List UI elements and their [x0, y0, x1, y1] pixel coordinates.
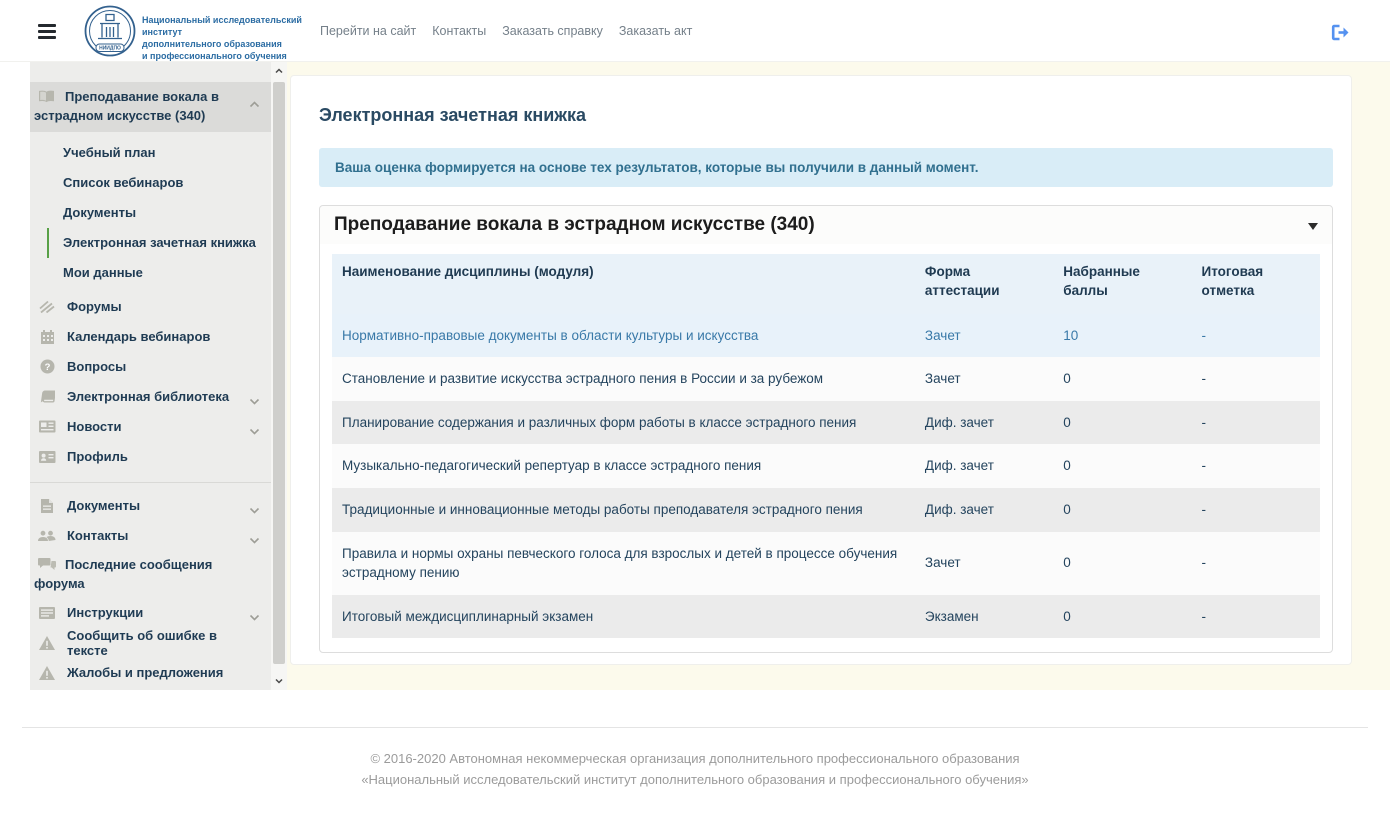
final-mark-cell: - — [1201, 458, 1207, 474]
sidebar-divider — [30, 482, 271, 483]
sidebar-item-contacts[interactable] — [30, 521, 271, 551]
course-panel-body — [320, 244, 1332, 652]
sidebar-secondary-menu — [30, 491, 271, 688]
course-submenu — [30, 138, 271, 288]
collapse-caret-icon[interactable] — [1308, 223, 1318, 230]
sidebar-item-instructions[interactable] — [30, 598, 271, 628]
sidebar-item-label: Жалобы и предложения — [67, 665, 224, 681]
calendar-icon — [38, 330, 56, 344]
chevron-down-icon — [249, 423, 260, 438]
final-mark-cell: - — [1201, 555, 1207, 571]
final-mark-cell: - — [1201, 608, 1207, 624]
sidebar-item-label: Профиль — [67, 449, 128, 465]
sidebar-item-webinar-calendar[interactable] — [30, 322, 271, 352]
attestation-form-cell: Диф. зачет — [924, 458, 994, 474]
discipline-name-link[interactable]: Планирование содержания и различных форм работы в классе эстрадного пения — [342, 414, 857, 430]
course-panel-header[interactable] — [320, 206, 1332, 244]
institution-logo[interactable] — [84, 5, 136, 62]
page-title: Электронная зачетная книжка — [319, 105, 587, 125]
table-row — [332, 314, 1320, 358]
question-icon — [38, 359, 56, 374]
library-icon — [38, 390, 56, 403]
logo-banner-text: НИИДПО — [99, 45, 121, 52]
chevron-down-icon — [249, 609, 260, 624]
points-cell: 0 — [1063, 555, 1071, 571]
news-icon — [38, 420, 56, 433]
footer-copyright — [0, 748, 1390, 791]
grades-table — [332, 254, 1320, 638]
final-mark-cell: - — [1201, 502, 1207, 518]
warning-icon — [38, 636, 56, 650]
footer-line-1: © 2016-2020 Автономная некоммерческая организация дополнительного профессионального образования — [370, 751, 1020, 766]
sidebar-item-webinar-list[interactable]: Список вебинаров — [63, 174, 184, 190]
points-cell: 0 — [1063, 608, 1071, 624]
id-card-icon — [38, 451, 56, 463]
nav-link-go-to-site[interactable]: Перейти на сайт — [320, 24, 417, 38]
table-row — [332, 488, 1320, 532]
chevron-down-icon — [249, 532, 260, 547]
institution-name: Национальный исследовательский институт дополнительного образования и профессионального обучения — [142, 15, 302, 62]
main-content-area — [287, 62, 1390, 690]
sidebar-item-label: Сообщить об ошибке в тексте — [67, 627, 217, 658]
points-cell: 0 — [1063, 414, 1071, 430]
sidebar-main-menu — [30, 292, 271, 472]
warning-icon — [38, 666, 56, 680]
svg-text:?: ? — [44, 362, 50, 374]
nav-link-order-act[interactable]: Заказать акт — [618, 24, 693, 38]
sidebar-item-news[interactable] — [30, 412, 271, 442]
book-open-icon — [38, 90, 55, 103]
attestation-form-cell: Диф. зачет — [924, 414, 994, 430]
sidebar-item-documents-course[interactable]: Документы — [63, 204, 137, 220]
column-header-discipline: Наименование дисциплины (модуля) — [332, 254, 915, 314]
sidebar-item-label: Форумы — [67, 299, 122, 315]
sidebar-item-latest-forum-messages[interactable] — [30, 551, 271, 598]
discipline-name-link[interactable]: Правила и нормы охраны певческого голоса для взрослых и детей в процессе обучения эстрадному пению — [342, 545, 898, 581]
points-cell: 0 — [1063, 458, 1071, 474]
table-row — [332, 444, 1320, 488]
discipline-name-link[interactable]: Становление и развитие искусства эстрадного пения в России и за рубежом — [342, 371, 824, 387]
sidebar-item-study-plan[interactable]: Учебный план — [63, 144, 156, 160]
sidebar-item-grade-book[interactable]: Электронная зачетная книжка — [47, 228, 271, 258]
sidebar-item-course[interactable] — [30, 82, 271, 132]
chevron-up-icon — [249, 95, 260, 114]
sidebar-item-forums[interactable] — [30, 292, 271, 322]
course-panel — [319, 205, 1333, 653]
sidebar-item-profile[interactable] — [30, 442, 271, 472]
sidebar-item-label: Календарь вебинаров — [67, 329, 211, 345]
users-icon — [38, 530, 56, 542]
column-header-attestation-form: Форма аттестации — [915, 254, 1053, 314]
chevron-down-icon — [249, 502, 260, 517]
table-row — [332, 595, 1320, 639]
attestation-form-cell: Зачет — [924, 327, 961, 343]
sidebar-item-documents[interactable] — [30, 491, 271, 521]
discipline-name-link[interactable]: Музыкально-педагогический репертуар в классе эстрадного пения — [342, 458, 762, 474]
table-row — [332, 357, 1320, 401]
file-icon — [38, 499, 56, 513]
forum-icon — [38, 300, 56, 313]
sidebar-item-label: Преподавание вокала в эстрадном искусстве (340) — [34, 89, 219, 123]
points-cell: 10 — [1063, 327, 1079, 343]
footer-line-2: «Национальный исследовательский институт дополнительного образования и профессионального обучения» — [361, 772, 1029, 788]
nav-link-order-certificate[interactable]: Заказать справку — [502, 24, 603, 38]
info-alert: Ваша оценка формируется на основе тех результатов, которые вы получили в данный момент. — [319, 148, 1333, 187]
points-cell: 0 — [1063, 371, 1071, 387]
column-header-final-mark: Итоговая отметка — [1192, 254, 1320, 314]
attestation-form-cell: Экзамен — [924, 608, 979, 624]
logout-icon[interactable] — [1331, 24, 1350, 46]
sidebar-item-label: Новости — [67, 419, 122, 435]
column-header-points: Набранные баллы — [1053, 254, 1191, 314]
sidebar-item-label: Последние сообщения форума — [34, 556, 213, 592]
scroll-down-icon[interactable] — [275, 677, 283, 685]
sidebar-item-label: Инструкции — [67, 605, 144, 621]
scroll-up-icon[interactable] — [275, 67, 283, 75]
top-header — [0, 0, 1390, 62]
sidebar-item-my-data[interactable]: Мои данные — [63, 264, 143, 280]
sidebar-item-label: Электронная библиотека — [67, 389, 230, 405]
course-panel-title: Преподавание вокала в эстрадном искусстве (340) — [334, 214, 815, 235]
points-cell: 0 — [1063, 502, 1071, 518]
content-card — [290, 75, 1352, 665]
sidebar-scrollbar[interactable] — [271, 62, 287, 690]
table-row — [332, 401, 1320, 445]
sidebar-item-questions[interactable] — [30, 352, 271, 382]
scrollbar-thumb[interactable] — [273, 82, 285, 664]
comments-icon — [38, 558, 56, 571]
sidebar-item-elibrary[interactable] — [30, 382, 271, 412]
list-icon — [38, 607, 56, 619]
sidebar-item-label: Вопросы — [67, 359, 127, 375]
table-row — [332, 532, 1320, 595]
sidebar-item-label: Контакты — [67, 528, 129, 544]
discipline-name-link[interactable]: Нормативно-правовые документы в области культуры и искусства — [342, 327, 759, 343]
top-navigation — [320, 0, 692, 62]
sidebar — [30, 62, 287, 690]
footer-divider — [22, 727, 1368, 728]
sidebar-item-label: Документы — [67, 498, 141, 514]
final-mark-cell: - — [1201, 371, 1207, 387]
sidebar-item-complaints[interactable] — [30, 658, 271, 688]
attestation-form-cell: Зачет — [924, 371, 961, 387]
hamburger-menu-icon[interactable] — [38, 24, 58, 40]
sidebar-item-report-error[interactable] — [30, 628, 271, 658]
final-mark-cell: - — [1201, 414, 1207, 430]
chevron-down-icon — [249, 393, 260, 408]
discipline-name-link[interactable]: Итоговый междисциплинарный экзамен — [342, 608, 594, 624]
final-mark-cell: - — [1201, 327, 1207, 343]
table-header-row — [332, 254, 1320, 314]
nav-link-contacts[interactable]: Контакты — [432, 24, 487, 38]
discipline-name-link[interactable]: Традиционные и инновационные методы работы преподавателя эстрадного пения — [342, 502, 863, 518]
attestation-form-cell: Диф. зачет — [924, 502, 994, 518]
attestation-form-cell: Зачет — [924, 555, 961, 571]
